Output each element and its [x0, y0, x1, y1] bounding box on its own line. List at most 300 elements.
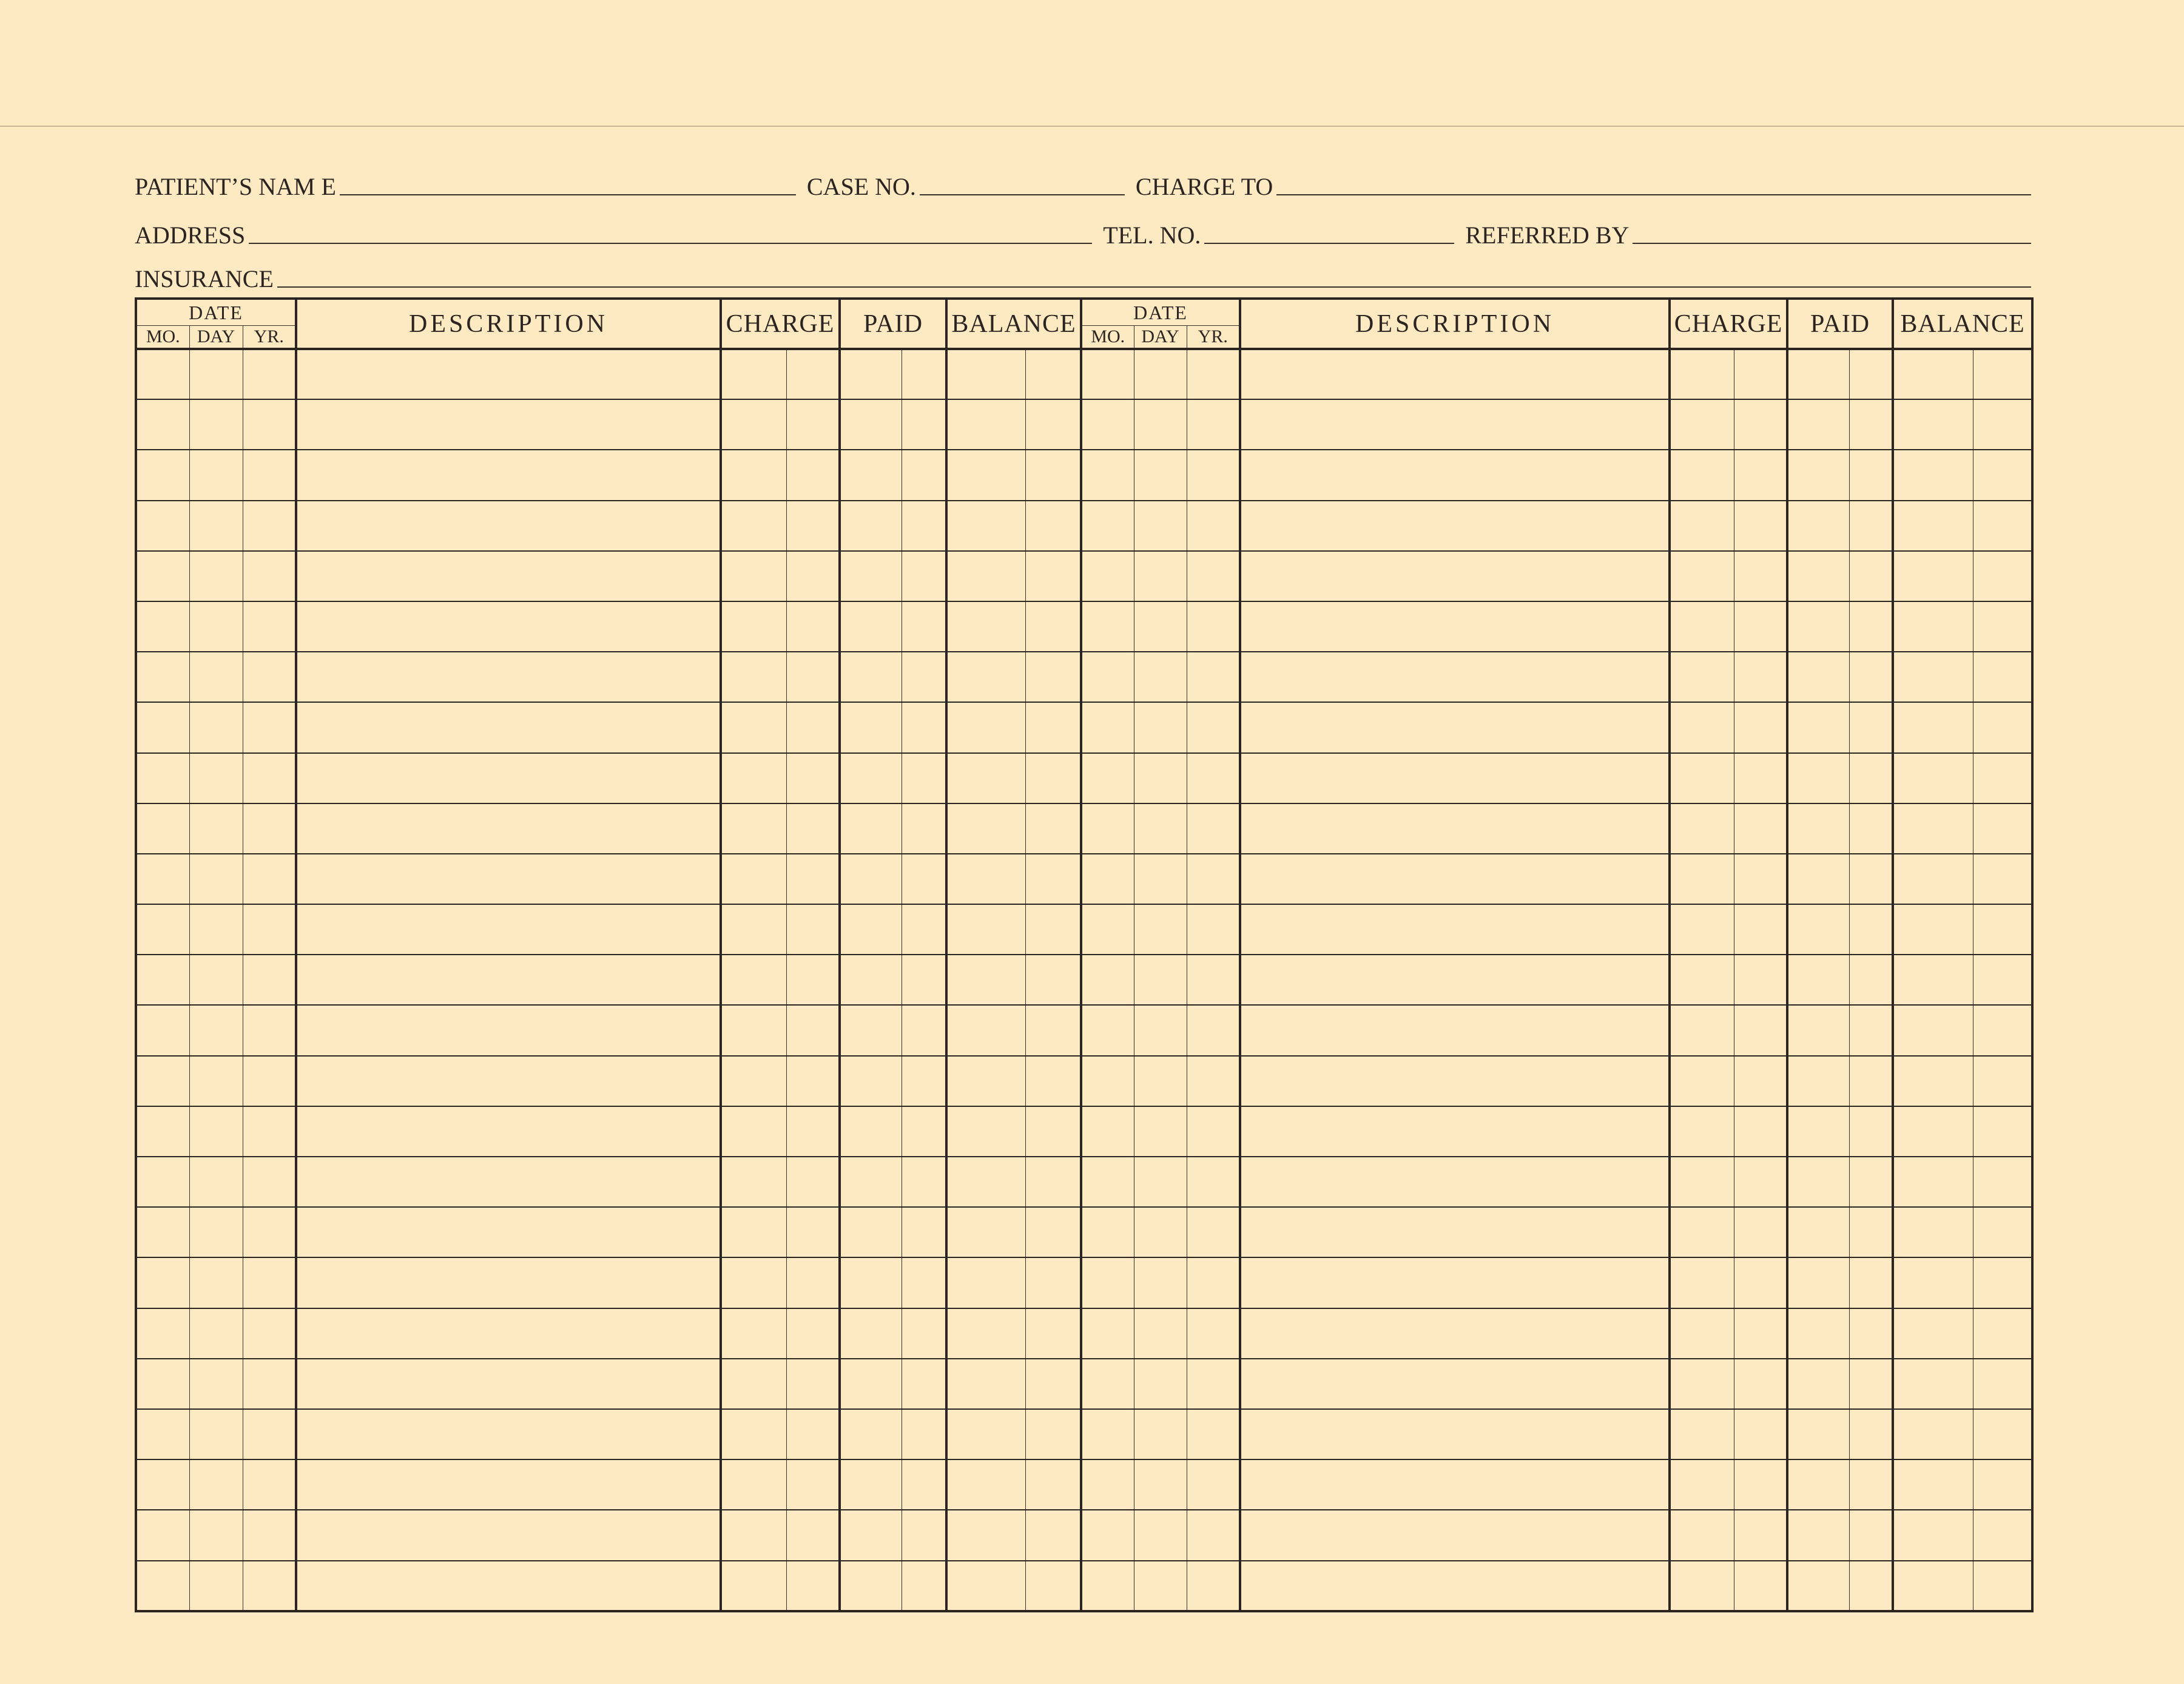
right-yr-cell[interactable]	[1187, 1157, 1240, 1207]
left-mo-cell[interactable]	[136, 399, 189, 450]
left-charge-dollars-cell[interactable]	[721, 1106, 786, 1157]
left-paid-dollars-cell[interactable]	[840, 1409, 902, 1459]
left-balance-cents-cell[interactable]	[1025, 1459, 1081, 1510]
left-paid-cents-cell[interactable]	[902, 1409, 946, 1459]
left-mo-cell[interactable]	[136, 601, 189, 652]
right-paid-dollars-cell[interactable]	[1787, 450, 1849, 500]
right-day-cell[interactable]	[1134, 1257, 1187, 1308]
left-mo-cell[interactable]	[136, 1056, 189, 1106]
left-charge-dollars-cell[interactable]	[721, 349, 786, 399]
right-paid-cents-cell[interactable]	[1849, 1005, 1893, 1055]
right-balance-cents-cell[interactable]	[1973, 753, 2032, 803]
left-yr-cell[interactable]	[243, 349, 296, 399]
right-yr-cell[interactable]	[1187, 601, 1240, 652]
right-description-cell[interactable]	[1240, 652, 1670, 702]
right-balance-cents-cell[interactable]	[1973, 955, 2032, 1005]
left-description-cell[interactable]	[296, 399, 721, 450]
right-balance-cents-cell[interactable]	[1973, 1409, 2032, 1459]
right-balance-cents-cell[interactable]	[1973, 1257, 2032, 1308]
left-yr-cell[interactable]	[243, 1359, 296, 1409]
left-description-cell[interactable]	[296, 1056, 721, 1106]
right-description-cell[interactable]	[1240, 1005, 1670, 1055]
right-paid-cents-cell[interactable]	[1849, 1561, 1893, 1611]
left-description-cell[interactable]	[296, 955, 721, 1005]
right-charge-dollars-cell[interactable]	[1670, 399, 1734, 450]
left-charge-cents-cell[interactable]	[786, 1207, 840, 1257]
left-yr-cell[interactable]	[243, 1459, 296, 1510]
left-day-cell[interactable]	[189, 601, 243, 652]
left-description-cell[interactable]	[296, 501, 721, 551]
left-paid-cents-cell[interactable]	[902, 1510, 946, 1560]
left-paid-cents-cell[interactable]	[902, 1561, 946, 1611]
right-description-cell[interactable]	[1240, 1308, 1670, 1359]
right-balance-cents-cell[interactable]	[1973, 349, 2032, 399]
right-paid-dollars-cell[interactable]	[1787, 1510, 1849, 1560]
left-description-cell[interactable]	[296, 1359, 721, 1409]
left-paid-dollars-cell[interactable]	[840, 854, 902, 904]
left-mo-cell[interactable]	[136, 652, 189, 702]
left-yr-cell[interactable]	[243, 753, 296, 803]
right-paid-dollars-cell[interactable]	[1787, 1359, 1849, 1409]
right-balance-dollars-cell[interactable]	[1893, 904, 1973, 955]
left-paid-dollars-cell[interactable]	[840, 1056, 902, 1106]
right-paid-cents-cell[interactable]	[1849, 551, 1893, 601]
left-balance-dollars-cell[interactable]	[946, 803, 1025, 854]
right-paid-cents-cell[interactable]	[1849, 1510, 1893, 1560]
left-balance-dollars-cell[interactable]	[946, 1207, 1025, 1257]
right-charge-dollars-cell[interactable]	[1670, 601, 1734, 652]
left-balance-cents-cell[interactable]	[1025, 955, 1081, 1005]
left-balance-dollars-cell[interactable]	[946, 1308, 1025, 1359]
right-paid-cents-cell[interactable]	[1849, 349, 1893, 399]
right-paid-dollars-cell[interactable]	[1787, 601, 1849, 652]
right-balance-dollars-cell[interactable]	[1893, 702, 1973, 752]
right-mo-cell[interactable]	[1081, 1106, 1134, 1157]
left-day-cell[interactable]	[189, 501, 243, 551]
left-yr-cell[interactable]	[243, 399, 296, 450]
left-mo-cell[interactable]	[136, 349, 189, 399]
right-yr-cell[interactable]	[1187, 1409, 1240, 1459]
left-charge-dollars-cell[interactable]	[721, 1308, 786, 1359]
right-paid-cents-cell[interactable]	[1849, 1106, 1893, 1157]
right-charge-dollars-cell[interactable]	[1670, 1459, 1734, 1510]
left-charge-cents-cell[interactable]	[786, 955, 840, 1005]
right-balance-dollars-cell[interactable]	[1893, 1359, 1973, 1409]
left-description-cell[interactable]	[296, 1207, 721, 1257]
left-balance-dollars-cell[interactable]	[946, 904, 1025, 955]
right-paid-cents-cell[interactable]	[1849, 753, 1893, 803]
right-paid-cents-cell[interactable]	[1849, 601, 1893, 652]
left-description-cell[interactable]	[296, 854, 721, 904]
right-balance-cents-cell[interactable]	[1973, 1056, 2032, 1106]
left-mo-cell[interactable]	[136, 551, 189, 601]
left-balance-dollars-cell[interactable]	[946, 551, 1025, 601]
left-charge-dollars-cell[interactable]	[721, 1359, 786, 1409]
right-paid-dollars-cell[interactable]	[1787, 551, 1849, 601]
left-charge-cents-cell[interactable]	[786, 349, 840, 399]
left-paid-cents-cell[interactable]	[902, 955, 946, 1005]
left-day-cell[interactable]	[189, 1409, 243, 1459]
patient-name-field[interactable]	[340, 194, 796, 195]
right-charge-dollars-cell[interactable]	[1670, 753, 1734, 803]
left-day-cell[interactable]	[189, 955, 243, 1005]
left-charge-cents-cell[interactable]	[786, 1308, 840, 1359]
right-balance-cents-cell[interactable]	[1973, 803, 2032, 854]
left-paid-cents-cell[interactable]	[902, 1106, 946, 1157]
right-description-cell[interactable]	[1240, 1459, 1670, 1510]
left-paid-dollars-cell[interactable]	[840, 399, 902, 450]
left-mo-cell[interactable]	[136, 1106, 189, 1157]
right-yr-cell[interactable]	[1187, 955, 1240, 1005]
right-balance-dollars-cell[interactable]	[1893, 601, 1973, 652]
left-paid-cents-cell[interactable]	[902, 501, 946, 551]
left-balance-dollars-cell[interactable]	[946, 1409, 1025, 1459]
right-charge-dollars-cell[interactable]	[1670, 1106, 1734, 1157]
right-paid-cents-cell[interactable]	[1849, 955, 1893, 1005]
left-yr-cell[interactable]	[243, 652, 296, 702]
right-day-cell[interactable]	[1134, 1056, 1187, 1106]
right-balance-cents-cell[interactable]	[1973, 1157, 2032, 1207]
left-balance-dollars-cell[interactable]	[946, 753, 1025, 803]
left-paid-dollars-cell[interactable]	[840, 1005, 902, 1055]
left-day-cell[interactable]	[189, 1005, 243, 1055]
right-description-cell[interactable]	[1240, 1157, 1670, 1207]
left-day-cell[interactable]	[189, 399, 243, 450]
left-paid-dollars-cell[interactable]	[840, 1459, 902, 1510]
left-yr-cell[interactable]	[243, 1207, 296, 1257]
right-balance-dollars-cell[interactable]	[1893, 399, 1973, 450]
left-paid-cents-cell[interactable]	[902, 753, 946, 803]
left-day-cell[interactable]	[189, 551, 243, 601]
right-charge-dollars-cell[interactable]	[1670, 501, 1734, 551]
right-balance-cents-cell[interactable]	[1973, 1308, 2032, 1359]
right-balance-dollars-cell[interactable]	[1893, 1257, 1973, 1308]
right-description-cell[interactable]	[1240, 955, 1670, 1005]
right-balance-cents-cell[interactable]	[1973, 601, 2032, 652]
right-charge-dollars-cell[interactable]	[1670, 1409, 1734, 1459]
right-paid-dollars-cell[interactable]	[1787, 1561, 1849, 1611]
right-mo-cell[interactable]	[1081, 1157, 1134, 1207]
left-charge-cents-cell[interactable]	[786, 1510, 840, 1560]
right-charge-dollars-cell[interactable]	[1670, 1056, 1734, 1106]
right-yr-cell[interactable]	[1187, 1308, 1240, 1359]
right-balance-dollars-cell[interactable]	[1893, 1157, 1973, 1207]
right-paid-cents-cell[interactable]	[1849, 904, 1893, 955]
right-balance-dollars-cell[interactable]	[1893, 1459, 1973, 1510]
left-mo-cell[interactable]	[136, 1510, 189, 1560]
right-balance-dollars-cell[interactable]	[1893, 1056, 1973, 1106]
right-balance-dollars-cell[interactable]	[1893, 1005, 1973, 1055]
left-description-cell[interactable]	[296, 753, 721, 803]
left-charge-dollars-cell[interactable]	[721, 753, 786, 803]
left-mo-cell[interactable]	[136, 753, 189, 803]
right-description-cell[interactable]	[1240, 1056, 1670, 1106]
left-paid-cents-cell[interactable]	[902, 1056, 946, 1106]
referred-by-field[interactable]	[1633, 243, 2031, 244]
right-paid-dollars-cell[interactable]	[1787, 1257, 1849, 1308]
left-paid-cents-cell[interactable]	[902, 349, 946, 399]
right-paid-dollars-cell[interactable]	[1787, 1308, 1849, 1359]
right-charge-cents-cell[interactable]	[1734, 1005, 1787, 1055]
left-mo-cell[interactable]	[136, 1207, 189, 1257]
right-balance-dollars-cell[interactable]	[1893, 551, 1973, 601]
left-paid-dollars-cell[interactable]	[840, 702, 902, 752]
left-paid-dollars-cell[interactable]	[840, 349, 902, 399]
right-mo-cell[interactable]	[1081, 1308, 1134, 1359]
left-paid-dollars-cell[interactable]	[840, 1157, 902, 1207]
left-charge-dollars-cell[interactable]	[721, 803, 786, 854]
right-balance-cents-cell[interactable]	[1973, 1459, 2032, 1510]
right-paid-cents-cell[interactable]	[1849, 854, 1893, 904]
left-charge-dollars-cell[interactable]	[721, 1056, 786, 1106]
right-balance-cents-cell[interactable]	[1973, 1207, 2032, 1257]
left-charge-cents-cell[interactable]	[786, 601, 840, 652]
left-yr-cell[interactable]	[243, 1005, 296, 1055]
right-yr-cell[interactable]	[1187, 1459, 1240, 1510]
left-day-cell[interactable]	[189, 349, 243, 399]
left-mo-cell[interactable]	[136, 1359, 189, 1409]
right-balance-dollars-cell[interactable]	[1893, 803, 1973, 854]
left-paid-cents-cell[interactable]	[902, 551, 946, 601]
left-paid-dollars-cell[interactable]	[840, 1207, 902, 1257]
right-charge-cents-cell[interactable]	[1734, 753, 1787, 803]
right-description-cell[interactable]	[1240, 450, 1670, 500]
right-yr-cell[interactable]	[1187, 1106, 1240, 1157]
right-paid-cents-cell[interactable]	[1849, 1056, 1893, 1106]
right-yr-cell[interactable]	[1187, 803, 1240, 854]
right-description-cell[interactable]	[1240, 1409, 1670, 1459]
right-paid-dollars-cell[interactable]	[1787, 501, 1849, 551]
left-day-cell[interactable]	[189, 450, 243, 500]
left-day-cell[interactable]	[189, 1459, 243, 1510]
right-charge-dollars-cell[interactable]	[1670, 1308, 1734, 1359]
right-balance-dollars-cell[interactable]	[1893, 1207, 1973, 1257]
left-mo-cell[interactable]	[136, 1157, 189, 1207]
right-balance-dollars-cell[interactable]	[1893, 753, 1973, 803]
right-day-cell[interactable]	[1134, 1157, 1187, 1207]
right-charge-dollars-cell[interactable]	[1670, 1005, 1734, 1055]
right-paid-dollars-cell[interactable]	[1787, 803, 1849, 854]
right-paid-dollars-cell[interactable]	[1787, 652, 1849, 702]
right-balance-cents-cell[interactable]	[1973, 702, 2032, 752]
right-charge-dollars-cell[interactable]	[1670, 652, 1734, 702]
right-balance-dollars-cell[interactable]	[1893, 1561, 1973, 1611]
right-yr-cell[interactable]	[1187, 702, 1240, 752]
right-charge-cents-cell[interactable]	[1734, 955, 1787, 1005]
left-balance-dollars-cell[interactable]	[946, 854, 1025, 904]
right-charge-cents-cell[interactable]	[1734, 1257, 1787, 1308]
left-balance-cents-cell[interactable]	[1025, 702, 1081, 752]
left-description-cell[interactable]	[296, 1106, 721, 1157]
left-description-cell[interactable]	[296, 1157, 721, 1207]
left-balance-dollars-cell[interactable]	[946, 1157, 1025, 1207]
right-day-cell[interactable]	[1134, 1359, 1187, 1409]
left-paid-dollars-cell[interactable]	[840, 1308, 902, 1359]
left-charge-dollars-cell[interactable]	[721, 652, 786, 702]
left-description-cell[interactable]	[296, 1257, 721, 1308]
left-description-cell[interactable]	[296, 1459, 721, 1510]
left-charge-cents-cell[interactable]	[786, 904, 840, 955]
right-yr-cell[interactable]	[1187, 652, 1240, 702]
right-paid-cents-cell[interactable]	[1849, 803, 1893, 854]
left-balance-cents-cell[interactable]	[1025, 1359, 1081, 1409]
left-balance-cents-cell[interactable]	[1025, 551, 1081, 601]
right-day-cell[interactable]	[1134, 501, 1187, 551]
right-paid-dollars-cell[interactable]	[1787, 854, 1849, 904]
right-yr-cell[interactable]	[1187, 1510, 1240, 1560]
right-yr-cell[interactable]	[1187, 1005, 1240, 1055]
left-balance-cents-cell[interactable]	[1025, 349, 1081, 399]
right-mo-cell[interactable]	[1081, 1510, 1134, 1560]
right-balance-dollars-cell[interactable]	[1893, 652, 1973, 702]
right-day-cell[interactable]	[1134, 1207, 1187, 1257]
right-balance-cents-cell[interactable]	[1973, 1510, 2032, 1560]
right-description-cell[interactable]	[1240, 601, 1670, 652]
left-charge-dollars-cell[interactable]	[721, 1510, 786, 1560]
left-charge-cents-cell[interactable]	[786, 753, 840, 803]
right-balance-dollars-cell[interactable]	[1893, 1308, 1973, 1359]
left-charge-dollars-cell[interactable]	[721, 955, 786, 1005]
right-yr-cell[interactable]	[1187, 1359, 1240, 1409]
left-mo-cell[interactable]	[136, 803, 189, 854]
left-paid-cents-cell[interactable]	[902, 399, 946, 450]
left-balance-cents-cell[interactable]	[1025, 399, 1081, 450]
left-yr-cell[interactable]	[243, 1157, 296, 1207]
right-charge-dollars-cell[interactable]	[1670, 450, 1734, 500]
right-day-cell[interactable]	[1134, 652, 1187, 702]
right-yr-cell[interactable]	[1187, 854, 1240, 904]
left-paid-cents-cell[interactable]	[902, 1005, 946, 1055]
right-description-cell[interactable]	[1240, 753, 1670, 803]
right-charge-cents-cell[interactable]	[1734, 551, 1787, 601]
left-mo-cell[interactable]	[136, 702, 189, 752]
left-balance-dollars-cell[interactable]	[946, 1561, 1025, 1611]
right-day-cell[interactable]	[1134, 702, 1187, 752]
left-balance-cents-cell[interactable]	[1025, 1308, 1081, 1359]
right-day-cell[interactable]	[1134, 1409, 1187, 1459]
right-description-cell[interactable]	[1240, 349, 1670, 399]
left-day-cell[interactable]	[189, 1359, 243, 1409]
left-yr-cell[interactable]	[243, 955, 296, 1005]
right-mo-cell[interactable]	[1081, 399, 1134, 450]
right-description-cell[interactable]	[1240, 1510, 1670, 1560]
left-paid-dollars-cell[interactable]	[840, 601, 902, 652]
left-yr-cell[interactable]	[243, 1056, 296, 1106]
left-balance-dollars-cell[interactable]	[946, 1257, 1025, 1308]
right-charge-cents-cell[interactable]	[1734, 1409, 1787, 1459]
right-yr-cell[interactable]	[1187, 501, 1240, 551]
right-charge-cents-cell[interactable]	[1734, 652, 1787, 702]
right-mo-cell[interactable]	[1081, 1257, 1134, 1308]
left-description-cell[interactable]	[296, 551, 721, 601]
right-balance-dollars-cell[interactable]	[1893, 854, 1973, 904]
left-balance-cents-cell[interactable]	[1025, 1207, 1081, 1257]
left-mo-cell[interactable]	[136, 955, 189, 1005]
left-mo-cell[interactable]	[136, 1409, 189, 1459]
right-paid-cents-cell[interactable]	[1849, 652, 1893, 702]
right-mo-cell[interactable]	[1081, 551, 1134, 601]
right-charge-cents-cell[interactable]	[1734, 601, 1787, 652]
left-paid-cents-cell[interactable]	[902, 702, 946, 752]
left-paid-dollars-cell[interactable]	[840, 753, 902, 803]
insurance-field[interactable]	[277, 286, 2031, 288]
left-yr-cell[interactable]	[243, 1257, 296, 1308]
left-charge-dollars-cell[interactable]	[721, 601, 786, 652]
left-paid-dollars-cell[interactable]	[840, 450, 902, 500]
left-mo-cell[interactable]	[136, 1257, 189, 1308]
right-description-cell[interactable]	[1240, 854, 1670, 904]
left-paid-dollars-cell[interactable]	[840, 1561, 902, 1611]
address-field[interactable]	[249, 243, 1092, 244]
right-description-cell[interactable]	[1240, 1257, 1670, 1308]
right-yr-cell[interactable]	[1187, 1561, 1240, 1611]
left-description-cell[interactable]	[296, 601, 721, 652]
left-charge-dollars-cell[interactable]	[721, 1561, 786, 1611]
left-paid-dollars-cell[interactable]	[840, 955, 902, 1005]
left-charge-dollars-cell[interactable]	[721, 450, 786, 500]
left-yr-cell[interactable]	[243, 1561, 296, 1611]
right-paid-dollars-cell[interactable]	[1787, 1459, 1849, 1510]
left-balance-dollars-cell[interactable]	[946, 955, 1025, 1005]
right-description-cell[interactable]	[1240, 1106, 1670, 1157]
left-yr-cell[interactable]	[243, 803, 296, 854]
left-yr-cell[interactable]	[243, 1106, 296, 1157]
right-charge-dollars-cell[interactable]	[1670, 551, 1734, 601]
right-balance-cents-cell[interactable]	[1973, 1359, 2032, 1409]
right-day-cell[interactable]	[1134, 1510, 1187, 1560]
right-charge-cents-cell[interactable]	[1734, 803, 1787, 854]
left-description-cell[interactable]	[296, 702, 721, 752]
left-balance-cents-cell[interactable]	[1025, 1409, 1081, 1459]
right-charge-dollars-cell[interactable]	[1670, 1257, 1734, 1308]
left-yr-cell[interactable]	[243, 702, 296, 752]
right-paid-dollars-cell[interactable]	[1787, 955, 1849, 1005]
left-charge-cents-cell[interactable]	[786, 399, 840, 450]
left-yr-cell[interactable]	[243, 1510, 296, 1560]
left-balance-dollars-cell[interactable]	[946, 1056, 1025, 1106]
left-charge-cents-cell[interactable]	[786, 1409, 840, 1459]
right-yr-cell[interactable]	[1187, 753, 1240, 803]
left-charge-cents-cell[interactable]	[786, 1257, 840, 1308]
left-charge-dollars-cell[interactable]	[721, 399, 786, 450]
left-paid-cents-cell[interactable]	[902, 1157, 946, 1207]
right-description-cell[interactable]	[1240, 1359, 1670, 1409]
left-charge-dollars-cell[interactable]	[721, 501, 786, 551]
right-day-cell[interactable]	[1134, 551, 1187, 601]
right-balance-cents-cell[interactable]	[1973, 450, 2032, 500]
left-charge-cents-cell[interactable]	[786, 450, 840, 500]
right-paid-cents-cell[interactable]	[1849, 1359, 1893, 1409]
right-day-cell[interactable]	[1134, 450, 1187, 500]
left-mo-cell[interactable]	[136, 1561, 189, 1611]
left-balance-dollars-cell[interactable]	[946, 1359, 1025, 1409]
left-day-cell[interactable]	[189, 1510, 243, 1560]
left-day-cell[interactable]	[189, 753, 243, 803]
right-mo-cell[interactable]	[1081, 349, 1134, 399]
right-balance-dollars-cell[interactable]	[1893, 501, 1973, 551]
right-day-cell[interactable]	[1134, 399, 1187, 450]
right-mo-cell[interactable]	[1081, 854, 1134, 904]
right-yr-cell[interactable]	[1187, 1207, 1240, 1257]
right-description-cell[interactable]	[1240, 702, 1670, 752]
left-paid-cents-cell[interactable]	[902, 854, 946, 904]
right-yr-cell[interactable]	[1187, 349, 1240, 399]
left-paid-dollars-cell[interactable]	[840, 1510, 902, 1560]
left-mo-cell[interactable]	[136, 1308, 189, 1359]
left-balance-cents-cell[interactable]	[1025, 1157, 1081, 1207]
left-balance-dollars-cell[interactable]	[946, 1510, 1025, 1560]
left-mo-cell[interactable]	[136, 450, 189, 500]
